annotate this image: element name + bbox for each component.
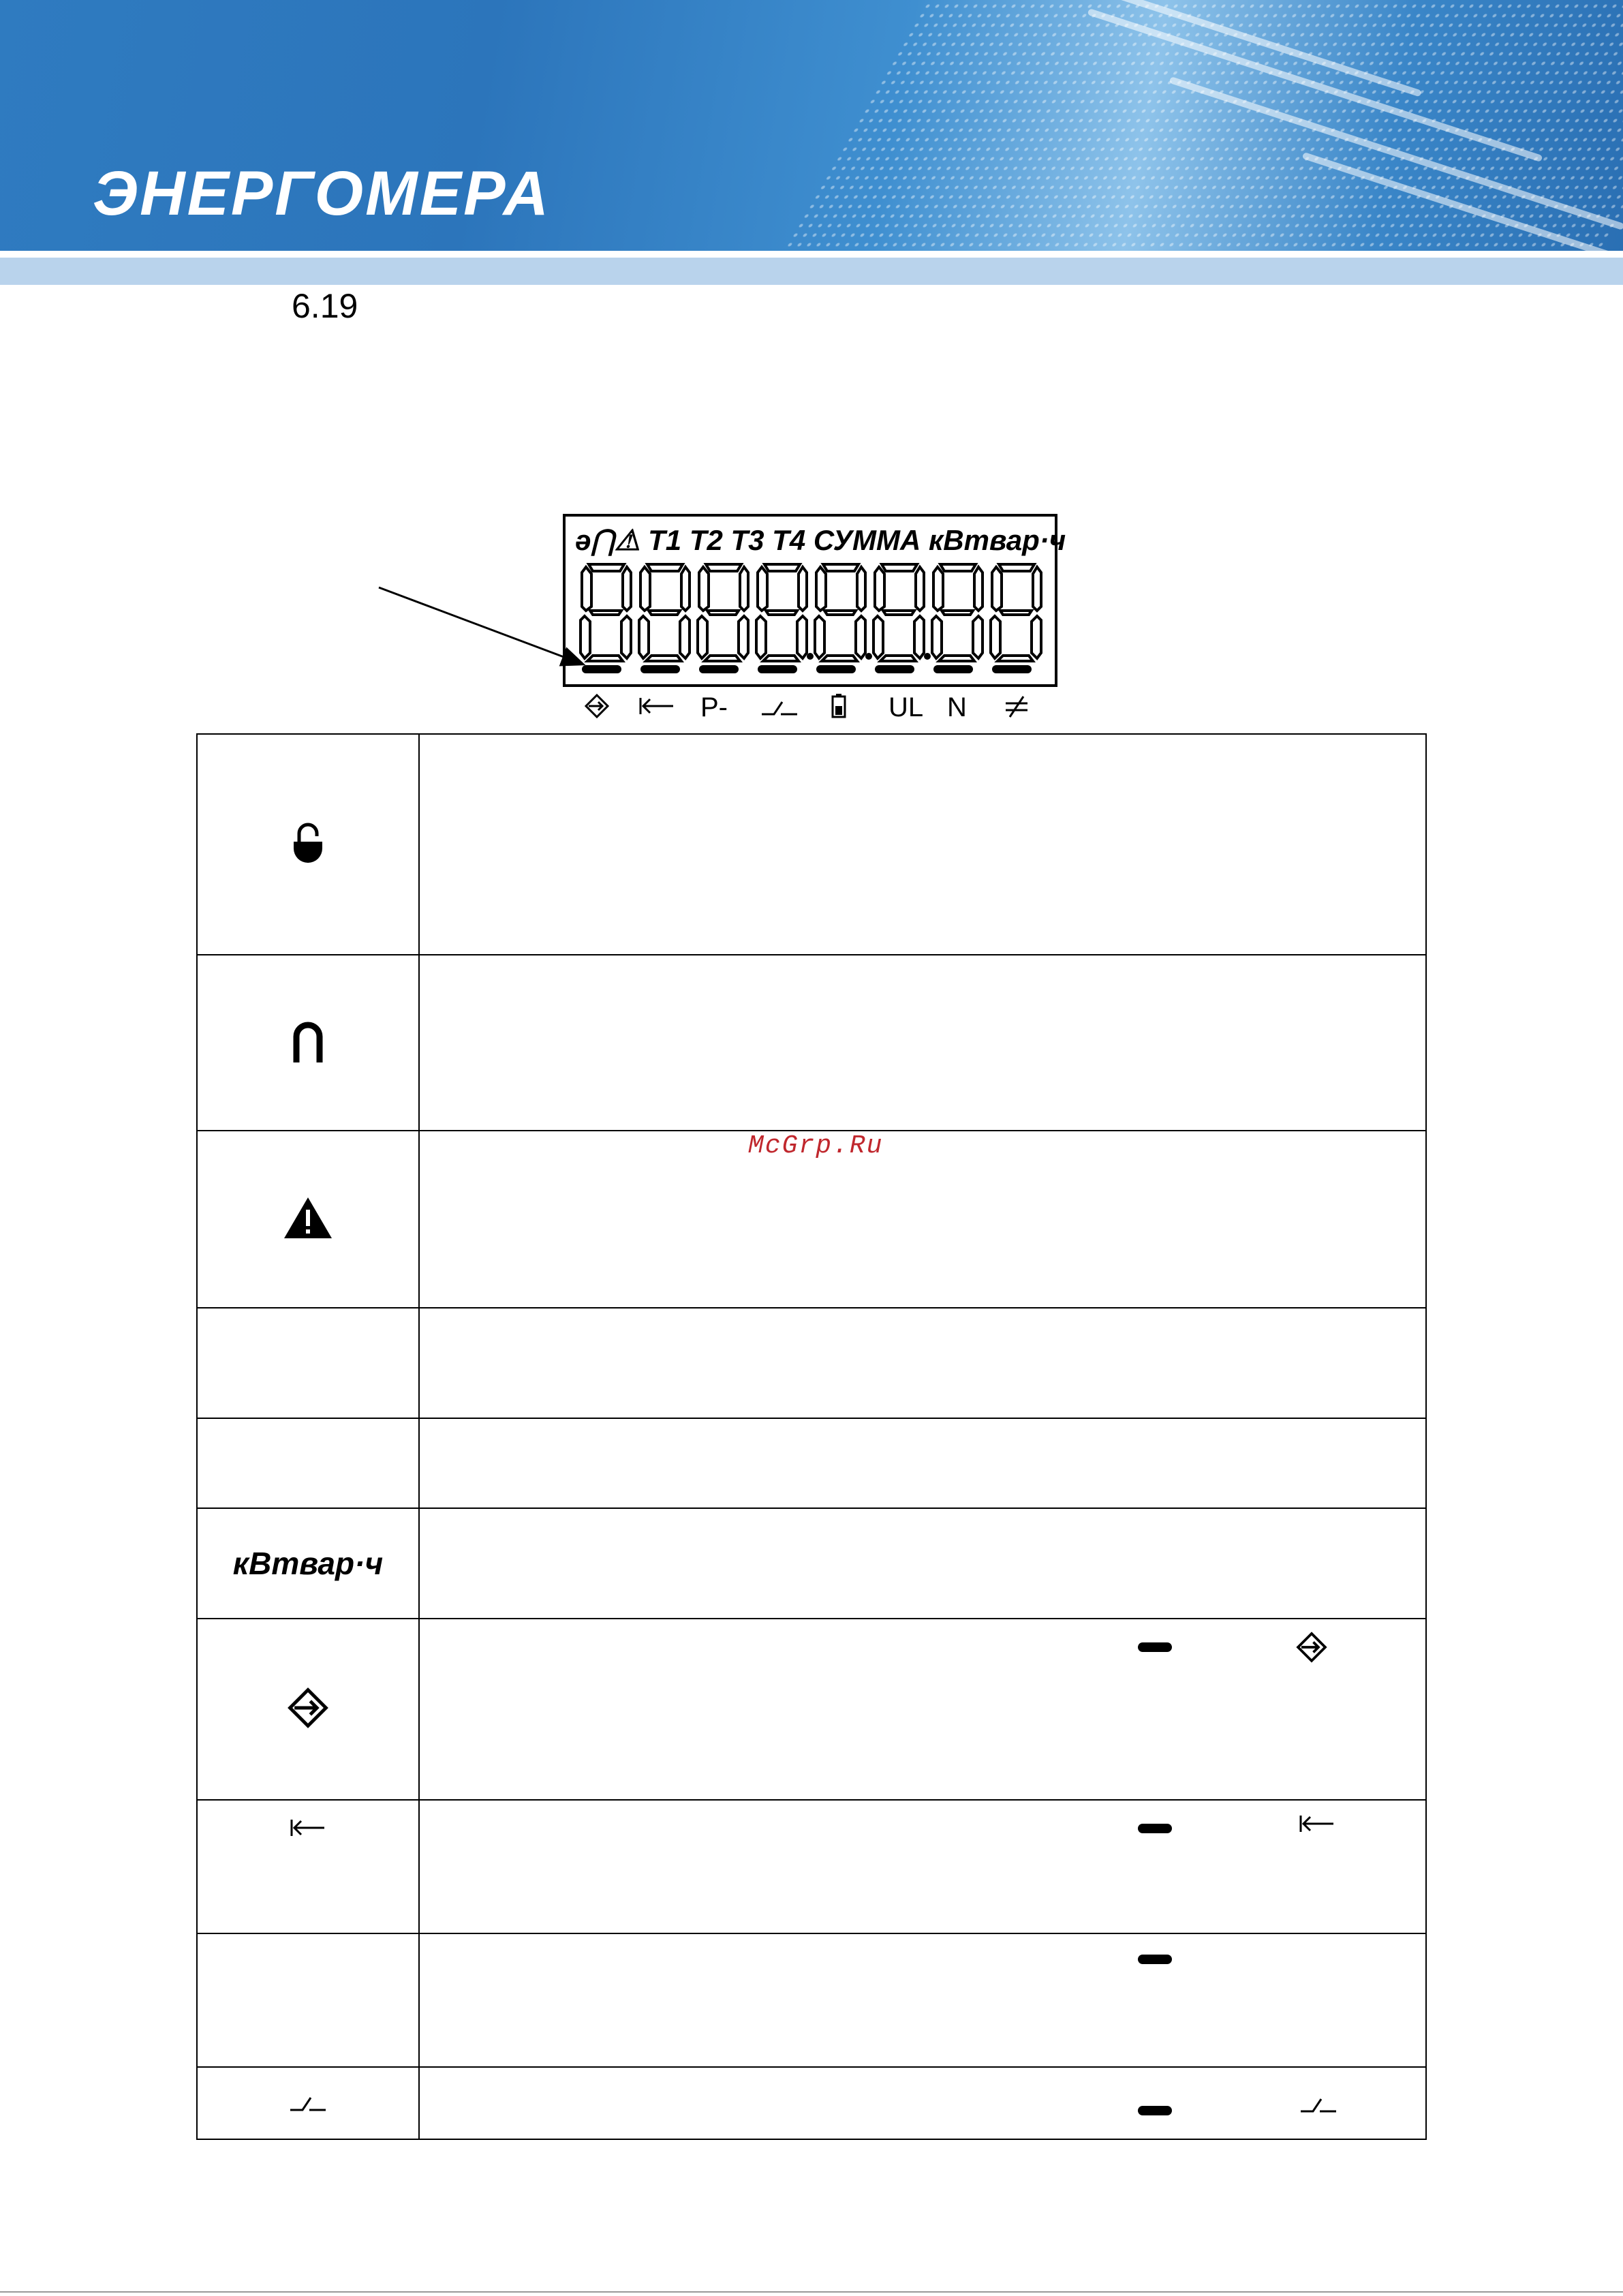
- seven-segment-digit: [754, 562, 808, 664]
- table-icon-cell: [197, 1508, 419, 1619]
- lcd-digit: [929, 562, 988, 664]
- seven-segment-digit: [929, 562, 984, 664]
- lcd-digit: [871, 562, 929, 664]
- magnet-icon: [291, 1019, 325, 1067]
- table-icon-cell: [197, 1131, 419, 1308]
- lcd-underscore: [699, 665, 739, 673]
- table-row: [197, 1418, 1426, 1508]
- reverse-icon: [283, 1814, 333, 1845]
- seven-segment-digit: [871, 562, 925, 664]
- reverse-icon: [638, 692, 676, 726]
- table-desc-cell: [419, 1308, 1426, 1418]
- table-row: [197, 1508, 1426, 1619]
- table-icon-cell: [197, 2067, 419, 2139]
- table-row: [197, 2067, 1426, 2139]
- underscore-segment: [1138, 1642, 1172, 1652]
- brand-logo: ЭНЕРГОМЕРА: [93, 159, 551, 228]
- table-desc-cell: [419, 734, 1426, 955]
- seven-segment-digit: [812, 562, 867, 664]
- not-equal-icon: [1003, 692, 1030, 726]
- watermark: McGrp.Ru: [748, 1131, 884, 1161]
- table-row: [197, 955, 1426, 1131]
- switch-icon: [1295, 2090, 1342, 2120]
- table-desc-cell: [419, 1933, 1426, 2067]
- lcd-underscore: [933, 665, 973, 673]
- symbol-table: [196, 733, 1427, 2140]
- table-desc-cell: [419, 1418, 1426, 1508]
- table-icon-cell: [197, 1418, 419, 1508]
- warning-icon: [283, 1196, 333, 1243]
- lcd-digit: [578, 562, 636, 664]
- table-row: [197, 1933, 1426, 2067]
- lcd-digits: [578, 562, 1047, 664]
- interface-icon: [285, 1685, 330, 1734]
- table-icon-cell: [197, 1933, 419, 2067]
- lcd-display: [563, 514, 1066, 687]
- table-row: [197, 1308, 1426, 1418]
- lock-open-icon: [291, 821, 325, 868]
- table-desc-cell: [419, 1800, 1426, 1933]
- interface-icon: [583, 692, 610, 726]
- battery-icon: [830, 692, 848, 726]
- seven-segment-digit: [988, 562, 1042, 664]
- n-label: N: [947, 692, 967, 722]
- table-desc-cell: [419, 1619, 1426, 1800]
- footer-line: [0, 2291, 1623, 2293]
- units-label: кВтвар·ч: [232, 1546, 384, 1581]
- lcd-underscore: [816, 665, 856, 673]
- header-band: [0, 258, 1623, 285]
- lcd-underscores: [582, 665, 1051, 673]
- table-desc-cell: [419, 1131, 1426, 1308]
- lcd-digit: [695, 562, 754, 664]
- section-number: 6.19: [292, 287, 358, 325]
- table-row: [197, 1800, 1426, 1933]
- lcd-underscore: [582, 665, 621, 673]
- lcd-underscore: [875, 665, 914, 673]
- p-minus-label: P-: [700, 692, 728, 722]
- switch-icon: [283, 2088, 333, 2119]
- header-banner: [0, 0, 1623, 254]
- lcd-underscore: [758, 665, 797, 673]
- seven-segment-digit: [578, 562, 632, 664]
- interface-icon: [1295, 1630, 1329, 1668]
- lcd-underscore: [640, 665, 680, 673]
- table-row: [197, 1619, 1426, 1800]
- lcd-digit: [812, 562, 871, 664]
- ul-label: UL: [888, 692, 924, 722]
- lcd-underscore: [992, 665, 1032, 673]
- reverse-icon: [1295, 1810, 1340, 1841]
- lcd-digit: [754, 562, 812, 664]
- header-divider: [0, 251, 1623, 258]
- seven-segment-digit: [695, 562, 749, 664]
- lcd-top-labels: ə⋂⚠ T1 T2 T3 T4 СУММА кВтвар·ч: [575, 524, 1066, 556]
- table-icon-cell: [197, 955, 419, 1131]
- lcd-digit: [988, 562, 1047, 664]
- table-icon-cell: [197, 1619, 419, 1800]
- table-row: [197, 734, 1426, 955]
- table-desc-cell: [419, 955, 1426, 1131]
- table-desc-cell: [419, 2067, 1426, 2139]
- underscore-segment: [1138, 1955, 1172, 1964]
- table-icon-cell: [197, 1308, 419, 1418]
- underscore-segment: [1138, 1824, 1172, 1833]
- switch-icon: [760, 692, 799, 726]
- underscore-segment: [1138, 2106, 1172, 2115]
- table-icon-cell: [197, 1800, 419, 1933]
- seven-segment-digit: [636, 562, 691, 664]
- table-icon-cell: [197, 734, 419, 955]
- lcd-digit: [636, 562, 695, 664]
- table-desc-cell: [419, 1508, 1426, 1619]
